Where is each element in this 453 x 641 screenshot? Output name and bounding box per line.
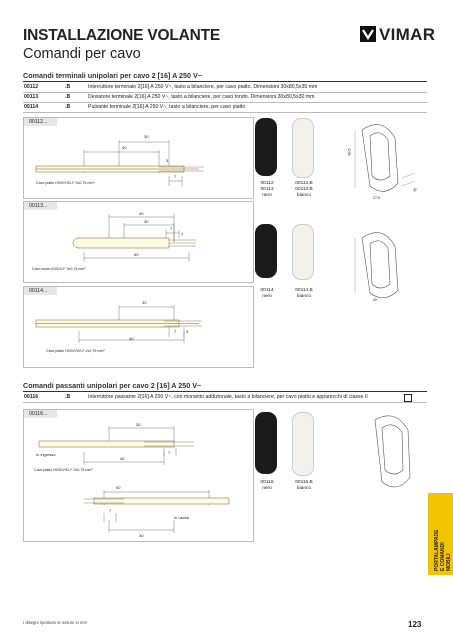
row-variant: .B	[65, 94, 71, 100]
dimension-label: 40	[120, 456, 125, 461]
row-variant: .B	[65, 84, 71, 90]
cable-caption: Cavo tondo A03VV-F 3x0,75 mm²	[32, 267, 86, 271]
row-code: 00112	[24, 84, 39, 90]
product-label-white: 00114.B bianco	[295, 288, 313, 299]
dimension-label: 80,5	[347, 148, 352, 156]
product-label-black: 00114 nero	[260, 288, 274, 299]
dimension-label: 40	[139, 211, 144, 216]
side-view-drawing	[360, 412, 420, 497]
diagram-tab: 00113...	[24, 202, 57, 210]
dimension-label: 35	[412, 187, 418, 193]
dimension-label: 3	[166, 158, 169, 163]
table-row	[23, 102, 427, 113]
dimension-label: 7	[170, 226, 173, 231]
dimension-label: 30	[144, 134, 149, 139]
product-label-white: 00112.B 00113.B bianco	[295, 181, 313, 198]
diagram-tab: 00112...	[24, 118, 57, 126]
switch-white-00114	[292, 224, 314, 280]
dimension-label: 30	[144, 219, 149, 224]
dimension-label: 7	[174, 174, 177, 179]
row-description: Interruttore terminale 2[16] A 250 V~, tasto a bilanciere, per cavo piatto. Dimensioni 30x80,5x35 mm	[88, 84, 318, 90]
section2-heading: Comandi passanti unipolari per cavo 2 [16] A 250 V~	[23, 381, 202, 390]
diagram-box-00116	[23, 409, 254, 542]
dimension-label: 50	[116, 485, 121, 490]
switch-black-00114	[255, 224, 277, 278]
page-number: 123	[408, 620, 422, 629]
dimension-drawing	[340, 118, 430, 298]
diagram-tab: 00114...	[24, 287, 57, 295]
in-label: In ingresso	[36, 452, 56, 457]
product-label-white: 00116.B bianco	[295, 480, 313, 491]
out-label: In uscita	[174, 515, 189, 520]
switch-white-00116	[292, 412, 314, 476]
dimension-label: 7	[174, 329, 177, 334]
vimar-logo-icon	[360, 26, 376, 42]
cable-diagram	[24, 410, 253, 541]
page-title: INSTALLAZIONE VOLANTE	[23, 27, 221, 44]
row-code: 00113	[24, 94, 39, 100]
cable-caption: Cavo piatto H03VVH2-F 2x0,75 mm²	[46, 349, 105, 353]
class-ii-icon	[404, 394, 412, 402]
cable-caption: Cavo piatto H03VVH2-F 2x0,75 mm²	[34, 468, 93, 472]
brand-name: VIMAR	[379, 25, 436, 44]
dimension-label: 7	[168, 450, 171, 455]
diagram-tab: 00116...	[24, 410, 57, 418]
diagram-box-00112	[23, 117, 254, 199]
brand-logo	[360, 25, 436, 45]
cable-caption: Cavo piatto H03VVH2-F 2x0,75 mm²	[36, 181, 95, 185]
page-subtitle: Comandi per cavo	[23, 46, 141, 62]
dimension-label: 50	[134, 252, 139, 257]
row-description: Pulsante terminale 2[16] A 250 V~, tasto a bilanciere, per cavo piatto	[88, 104, 246, 110]
dimension-label: 7	[181, 232, 184, 237]
table-row	[23, 392, 427, 403]
cable-diagram	[24, 118, 253, 198]
row-variant: .B	[65, 394, 71, 400]
diagram-box-00113	[23, 201, 254, 283]
dimension-label: 30	[136, 422, 141, 427]
dimension-label: 27,5	[373, 196, 380, 200]
product-label-black: 00116 nero	[260, 480, 274, 491]
dimension-label: 30	[142, 300, 147, 305]
dimension-label: 40	[129, 336, 134, 341]
dimension-label: 7	[109, 508, 112, 513]
section1-heading: Comandi terminali unipolari per cavo 2 [16] A 250 V~	[23, 71, 203, 80]
switch-black-00116	[255, 412, 277, 474]
footnote: I disegni riportano le misure in mm	[23, 620, 88, 625]
switch-white-00112	[292, 118, 314, 178]
row-code: 00114	[24, 104, 39, 110]
row-code: 00116	[24, 394, 39, 400]
row-variant: .B	[65, 104, 71, 110]
dimension-label: 30	[139, 533, 144, 538]
row-description: Interruttore passante 2[16] A 250 V~, con morsetto addizionale, tasto a bilanciere, per cavo piatto e apparecchi di classe II	[88, 394, 368, 400]
cable-diagram	[24, 287, 253, 367]
row-description: Deviatore terminale 2[16] A 250 V~, tasto a bilanciere, per cavo tondo. Dimensioni 30x80,5x30 mm	[88, 94, 315, 100]
dimension-label: 40	[122, 145, 127, 150]
section-side-tab	[428, 493, 453, 575]
dimension-label: 30	[373, 298, 377, 302]
diagram-box-00114	[23, 286, 254, 368]
side-tab-label: PORTALAMPADE E COMANDI MOBILI	[434, 529, 452, 571]
product-label-black: 00112 00113 nero	[260, 181, 274, 198]
switch-black-00112	[255, 118, 277, 176]
dimension-label: 3	[186, 329, 189, 334]
